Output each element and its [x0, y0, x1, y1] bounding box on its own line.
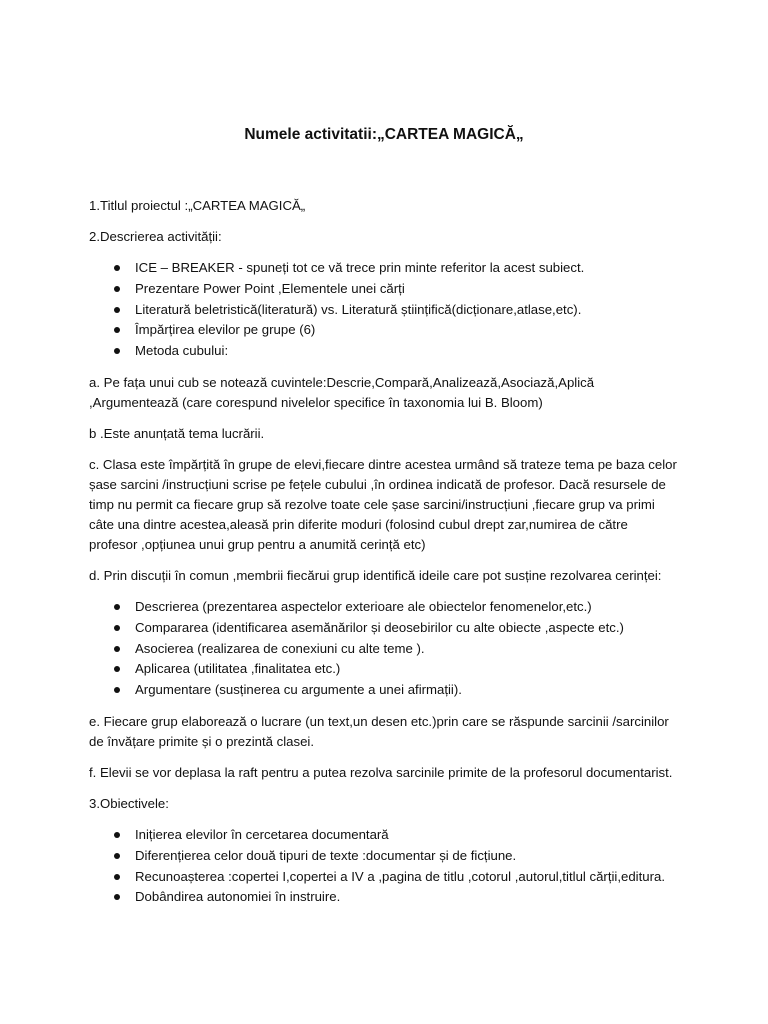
document-body [89, 196, 679, 919]
objectives-list [89, 825, 679, 908]
bullet-icon [114, 853, 120, 859]
list-item: Prezentare Power Point ,Elementele unei cărți [89, 279, 679, 300]
section-1-heading: 1.Titlul proiectul :„CARTEA MAGICĂ„ [89, 198, 306, 213]
list-item: Inițierea elevilor în cercetarea documentară [89, 825, 679, 846]
bullet-icon [114, 687, 120, 693]
bullet-icon [114, 604, 120, 610]
list-item: Compararea (identificarea asemănărilor și deosebirilor cu alte obiecte ,aspecte etc.) [89, 618, 679, 639]
bullet-icon [114, 894, 120, 900]
section-2-heading: 2.Descrierea activității: [89, 229, 222, 244]
paragraph-b: b .Este anunțată tema lucrării. [89, 425, 265, 441]
list-item: Asocierea (realizarea de conexiuni cu alte teme ). [89, 639, 679, 660]
document-title: Numele activitatii:„CARTEA MAGICĂ„ [244, 126, 524, 143]
bullet-icon [114, 666, 120, 672]
bullet-icon [114, 874, 120, 880]
list-item: Literatură beletristică(literatură) vs. Literatură științifică(dicționare,atlase,etc). [89, 300, 679, 321]
bullet-icon [114, 348, 120, 354]
section-3-heading: 3.Obiectivele: [89, 795, 169, 811]
bullet-icon [114, 265, 120, 271]
cube-faces-list [89, 597, 679, 701]
paragraph-f: f. Elevii se vor deplasa la raft pentru a putea rezolva sarcinile primite de la profesorul documentarist. [89, 764, 673, 780]
bullet-icon [114, 832, 120, 838]
list-item: Împărțirea elevilor pe grupe (6) [89, 320, 679, 341]
bullet-icon [114, 327, 120, 333]
paragraph-e: e. Fiecare grup elaborează o lucrare (un text,un desen etc.)prin care se răspunde sarcinii /sarcinilor de învățare primite și o prezintă clasei. [89, 713, 669, 749]
list-item: Recunoașterea :copertei I,copertei a IV a ,pagina de titlu ,cotorul ,autorul,titlul cărții,editura. [89, 867, 679, 888]
paragraph-a: a. Pe fața unui cub se notează cuvintele:Descrie,Compară,Analizează,Asociază,Aplică ,Argumentează (care corespund nivelelor specifice în taxonomia lui B. Bloom) [89, 374, 595, 410]
bullet-icon [114, 286, 120, 292]
activity-list [89, 258, 679, 362]
list-item: Argumentare (susținerea cu argumente a unei afirmații). [89, 680, 679, 701]
list-item: Aplicarea (utilitatea ,finalitatea etc.) [89, 659, 679, 680]
list-item: Descrierea (prezentarea aspectelor exterioare ale obiectelor fenomenelor,etc.) [89, 597, 679, 618]
list-item: Metoda cubului: [89, 341, 679, 362]
bullet-icon [114, 646, 120, 652]
list-item: ICE – BREAKER - spuneți tot ce vă trece prin minte referitor la acest subiect. [89, 258, 679, 279]
bullet-icon [114, 307, 120, 313]
list-item: Diferențierea celor două tipuri de texte :documentar și de ficțiune. [89, 846, 679, 867]
list-item: Dobândirea autonomiei în instruire. [89, 887, 679, 908]
paragraph-c: c. Clasa este împărțită în grupe de elevi,fiecare dintre acestea urmând să trateze tema pe baza celor șase sarcini /instrucțiuni scrise pe fețele cubului ,în ordinea indicată de profesor. Dacă resursele de timp nu permit ca fiecare grup să rezolve toate cele șase sarcini/instrucțiuni ,fiecare grup va primi câte una dintre acestea,aleasă prin diferite moduri (folosind cubul drept zar,numirea de către profesor ,opțiunea unui grup pentru a anumită cerință etc) [89, 456, 677, 552]
bullet-icon [114, 625, 120, 631]
paragraph-d: d. Prin discuții în comun ,membrii fiecărui grup identifică ideile care pot susține rezolvarea cerinței: [89, 567, 662, 583]
